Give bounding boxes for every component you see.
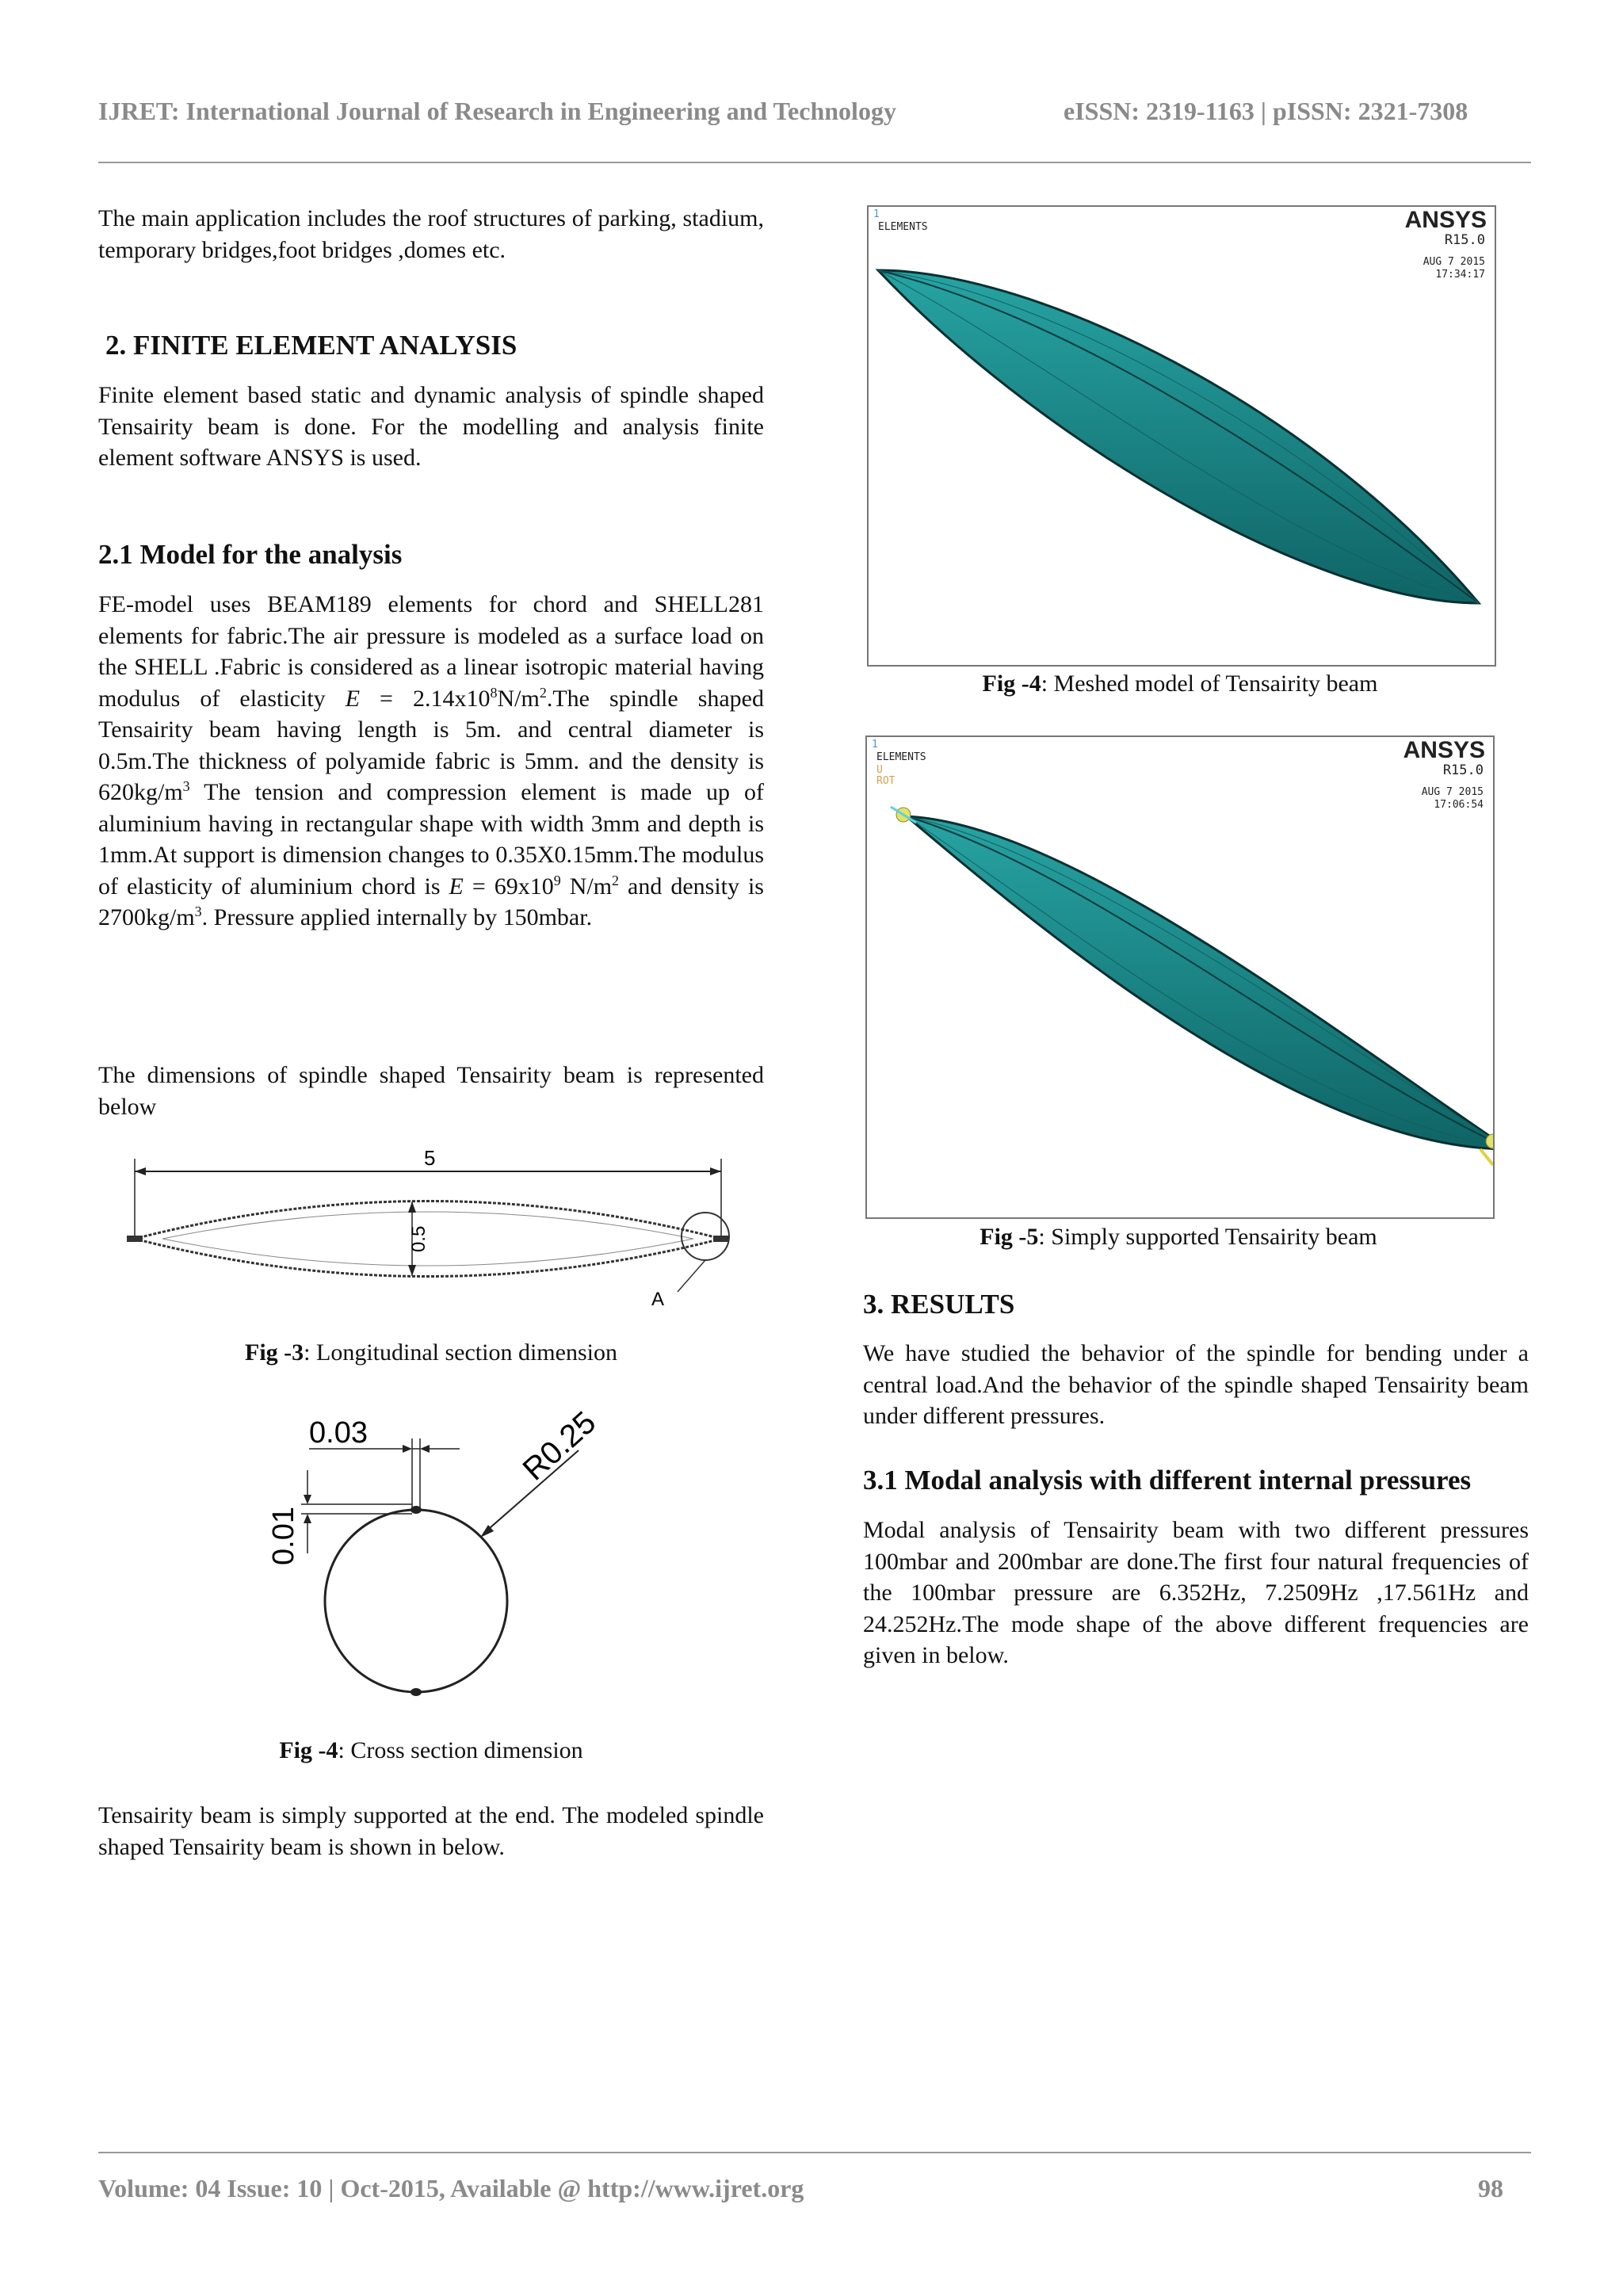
elements-tag: ELEMENTS <box>878 221 928 233</box>
supported-beam-figure <box>865 735 1495 1219</box>
ansys-version: R15.0 <box>1442 762 1484 778</box>
intro-paragraph: The main application includes the roof structures of parking, stadium, temporary bridges,foot bridges ,domes etc. <box>98 205 764 263</box>
section-3-1-heading: 3.1 Modal analysis with different internal pressures <box>863 1465 1472 1496</box>
footer-volume: Volume: 04 Issue: 10 | Oct-2015, Available @ http://www.ijret.org <box>98 2174 804 2202</box>
dimensions-intro: The dimensions of spindle shaped Tensairity beam is represented below <box>98 1062 764 1120</box>
ansys-time: 17:34:17 <box>1435 269 1485 281</box>
fig3-caption: Fig -3: Longitudinal section dimension <box>245 1339 617 1366</box>
support-paragraph: Tensairity beam is simply supported at the end. The modeled spindle shaped Tensairity beam is shown in below. <box>98 1802 764 1860</box>
ansys-logo: ANSYS <box>1403 737 1485 763</box>
ansys-version: R15.0 <box>1444 232 1485 248</box>
elements-tag: ELEMENTS <box>876 751 926 763</box>
header-rule <box>98 162 1531 163</box>
ansys-date: AUG 7 2015 <box>1423 256 1485 268</box>
footer-rule <box>98 2152 1531 2153</box>
corner-number: 1 <box>872 739 878 751</box>
length-dimension: 5 <box>424 1146 436 1170</box>
radius-dimension: R0.25 <box>516 1404 603 1488</box>
fig5-caption: Fig -5: Simply supported Tensairity beam <box>980 1224 1377 1250</box>
page-number: 98 <box>1478 2174 1503 2202</box>
detail-label: A <box>651 1289 665 1310</box>
longitudinal-section-figure <box>119 1141 745 1316</box>
thickness-dimension: 0.01 <box>267 1507 300 1565</box>
modal-paragraph: Modal analysis of Tensairity beam with two different pressures 100mbar and 200mbar are done.The first four natural frequencies of the 100mbar pressure are 6.352Hz, 7.2509Hz ,17.561Hz and 24.252Hz.The mode shape of the above different frequencies are given in below. <box>863 1517 1529 1668</box>
section-2-heading: 2. FINITE ELEMENT ANALYSIS <box>105 330 517 361</box>
meshed-model-figure <box>867 205 1496 667</box>
u-tag: U <box>876 764 883 776</box>
journal-title: IJRET: International Journal of Research in Engineering and Technology <box>98 97 896 125</box>
ansys-date: AUG 7 2015 <box>1421 786 1484 798</box>
model-paragraph: FE-model uses BEAM189 elements for chord and SHELL281 elements for fabric.The air pressure is modeled as a surface load on the SHELL .Fabric is considered as a linear isotropic material having modulus of elasticity $E = 2.14x10^8N/m^2.The$ spindle shaped Tensairity beam having length is 5m. and central diameter is 0.5m.The thickness of polyamide fabric is 5mm. and the density is $620kg/m^3$ The tension and compression element is made up of aluminium having in rectangular shape with width 3mm and depth is 1mm.At support is dimension changes to 0.35X0.15mm.The modulus of elasticity of aluminium chord is $E = 69x10^9$ $N/m^2$ and density is $2700kg/m^3$. Pressure applied internally by 150mbar. <box>98 591 764 930</box>
diameter-dimension: 0.5 <box>408 1225 430 1252</box>
gap-dimension: 0.03 <box>309 1416 368 1450</box>
cross-section-figure <box>254 1403 626 1720</box>
section-2-1-heading: 2.1 Model for the analysis <box>98 539 403 570</box>
results-paragraph: We have studied the behavior of the spindle for bending under a central load.And the behavior of the spindle shaped Tensairity beam under different pressures. <box>863 1340 1529 1429</box>
section-2-body: Finite element based static and dynamic analysis of spindle shaped Tensairity beam is done. For the modelling and analysis finite element software ANSYS is used. <box>98 382 764 471</box>
ansys-logo: ANSYS <box>1404 207 1487 233</box>
fig4-meshed-caption: Fig -4: Meshed model of Tensairity beam <box>982 670 1378 697</box>
issn: eISSN: 2319-1163 | pISSN: 2321-7308 <box>1064 97 1468 125</box>
section-3-heading: 3. RESULTS <box>863 1289 1015 1320</box>
fig4-cross-caption: Fig -4: Cross section dimension <box>279 1737 583 1763</box>
corner-number: 1 <box>873 208 880 220</box>
ansys-time: 17:06:54 <box>1434 799 1484 811</box>
rot-tag: ROT <box>876 775 896 787</box>
